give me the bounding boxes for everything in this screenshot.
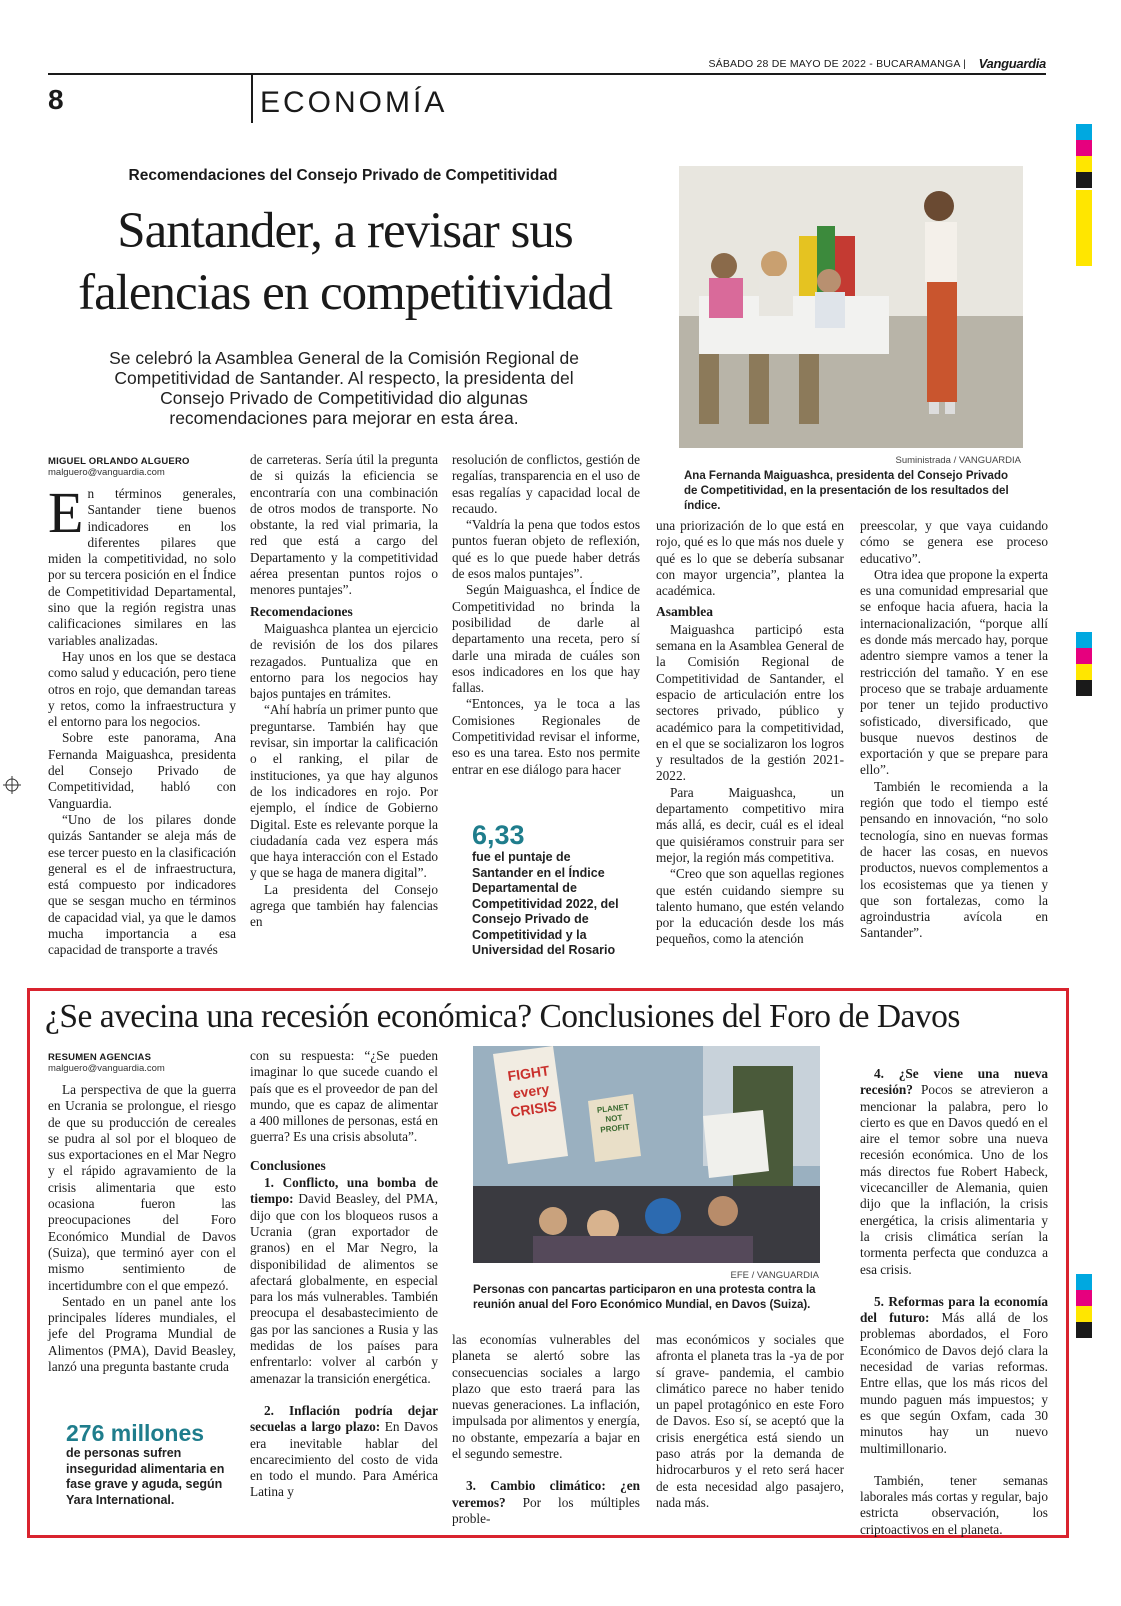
article1-column-2 xyxy=(250,452,438,931)
page-header xyxy=(48,56,1046,126)
stat-number: 6,33 xyxy=(472,820,525,850)
article1-dek: Se celebró la Asamblea General de la Comisión Regional de Competitividad de Santander. Al respecto, la presidenta del Consejo Privado de Competitividad dio algunas recomendaciones para mejorar en esta área. xyxy=(109,348,579,428)
paragraph: 4. ¿Se viene una nueva recesión? Pocos se atrevieron a mencionar la palabra, pero lo cierto es que en Davos quedó en el aire el temor sobre una nueva recesión económica. Uno de los más directos fue Robert Habeck, vicecanciller de Alemania, quien dijo que la inflación, la crisis energética, la crisis alimentaria y la crisis climática serían la tormenta perfecta que conduzca a esa crisis. xyxy=(860,1066,1048,1277)
paragraph: También, tener semanas laborales más cortas y regular, bajo estricta observación, los criptoactivos en el planeta. xyxy=(860,1472,1048,1537)
title-line-1: Santander, a revisar sus xyxy=(117,203,573,259)
cyan-swatch xyxy=(1076,1274,1092,1290)
article1-stat-box xyxy=(472,820,632,959)
registration-marks xyxy=(1076,124,1092,1444)
magenta-swatch xyxy=(1076,648,1092,664)
article1-title xyxy=(40,200,650,324)
section-divider xyxy=(251,75,253,123)
dropcap: E xyxy=(48,480,84,545)
byline-name: MIGUEL ORLANDO ALGUERO xyxy=(48,456,190,467)
article2-stat-box xyxy=(66,1420,226,1508)
cyan-swatch xyxy=(1076,124,1092,140)
byline-email: malguero@vanguardia.com xyxy=(48,1063,165,1074)
paragraph: resolución de conflictos, gestión de regalías, transparencia en el uso de esas regalías y capacidad local de recaudo. xyxy=(452,452,640,516)
stat-text: fue el puntaje de Santander en el Índice Departamental de Competitividad 2022, del Consejo Privado de Competitividad y la Universidad del Rosario xyxy=(472,850,619,957)
paragraph: Sentado en un panel ante los principales líderes mundiales, el jefe del Programa Mundial de Alimentos (PMA), David Beasley, lanzó una pregunta bastante cruda xyxy=(48,1293,236,1375)
paragraph: “Entonces, ya le toca a las Comisiones Regionales de Competitividad revisar el informe, eso es una tarea. Esto nos permite entrar en ese diálogo para hacer xyxy=(452,696,640,777)
paragraph: preescolar, y que vaya cuidando cómo se genera ese proceso educativo”. xyxy=(860,518,1048,566)
title-line-2: falencias en competitividad xyxy=(78,265,612,321)
paragraph: de carreteras. Sería útil la pregunta de si quizás la eficiencia se encontraría con una combinación de otros modos de transporte. No obstante, la red vial primaria, la red que está a cargo del Departamento y la competitividad aérea presentan puntos rojos o menores puntajes”. xyxy=(250,452,438,598)
article1-photo-caption: Ana Fernanda Maiguashca, presidenta del Consejo Privado de Competitividad, en la presentación de los resultados del índice. xyxy=(684,470,1009,512)
yellow-swatch xyxy=(1076,664,1092,680)
article2-column-5 xyxy=(860,1066,1048,1538)
paragraph: 2. Inflación podría dejar secuelas a largo plazo: En Davos era inevitable hablar del encarecimiento del costo de vida en todo el mundo. Para América Latina y xyxy=(250,1402,438,1500)
paragraph: 5. Reformas para la economía del futuro: Más allá de los problemas abordados, el Foro Económico de Davos dejó clara la necesidad de varias reformas. Entre ellas, que los más ricos del mundo paguen más impuestos; y es que según Oxfam, cada 30 minutos hay un nuevo multimillonario. xyxy=(860,1293,1048,1456)
protest-sign-2: PLANET NOT PROFIT xyxy=(596,1102,631,1135)
yellow-swatch xyxy=(1076,1306,1092,1322)
header-rule xyxy=(48,73,1046,75)
paragraph: Para Maiguashca, un departamento competitivo mira más allá, es decir, cuál es el ideal que quisiéramos construir para ser mejor, la región más competitiva. xyxy=(656,784,844,865)
article1-photo-credit: Suministrada / VANGUARDIA xyxy=(895,455,1021,466)
paragraph: mas económicos y sociales que afronta el planeta tras la -ya de por sí grave- pandemia, el cambio climático parece no haber tenido un papel protagónico en este Foro de Davos. Eso sí, se aceptó que la crisis energética está siendo un paso atrás por la demanda de hidrocarburos y el reto será hacer de esta necesidad algo pasajero, nada más. xyxy=(656,1332,844,1510)
article2-column-4 xyxy=(656,1332,844,1511)
paragraph: Según Maiguashca, el Índice de Competitividad no brinda la posibilidad de darle al departamento una receta, pero sí darle una mirada de cuáles son esos indicadores en los que hay fallas. xyxy=(452,582,640,696)
byline-name: RESUMEN AGENCIAS xyxy=(48,1052,152,1063)
paragraph: una priorización de lo que está en rojo, qué es lo que más nos duele y qué es lo que se debería subsanar con mayor urgencia”, plantea la académica. xyxy=(656,518,844,599)
paragraph: Maiguashca plantea un ejercicio de revisión de los dos pilares rezagados. Puntualiza que en entorno para los negocios hay bajos puntajes en trámites. xyxy=(250,620,438,702)
yellow-swatch xyxy=(1076,156,1092,172)
section-title: ECONOMÍA xyxy=(260,86,448,119)
article1-column-3 xyxy=(452,452,640,778)
paragraph: La perspectiva de que la guerra en Ucrania se prolongue, el riesgo de que su producción de cereales se pudra al sol por el bloqueo de sus exportaciones en el Mar Negro y el rápido agravamiento de la crisis alimentaria que esto ocasiona fueron las preocupaciones del Foro Económico Mundial de Davos (Suiza), que terminó ayer con el mismo sentimiento de incertidumbre con el que empezó. xyxy=(48,1082,236,1293)
article1-column-5 xyxy=(860,518,1048,942)
point-lead: 5. Reformas para la economía del futuro: xyxy=(860,1293,1048,1326)
paragraph: 1. Conflicto, una bomba de tiempo: David Beasley, del PMA, dijo que con los bloqueos rusos a Ucrania (gran exportador de granos) en el Mar Negro, la disponibilidad de alimentos se afectará globalmente, en especial para los más vulnerables. También preocupa el desabastecimiento de gas por las sanciones a Rusia y las medidas de los países para enfrentarlo: volver al carbón y amenazar la transición energética. xyxy=(250,1175,438,1386)
article2-column-1 xyxy=(48,1082,236,1375)
paragraph: También le recomienda a la región que todo el tiempo esté pensando en innovación, “no solo tecnología, sino en nuevas formas de hacer las cosas, en nuevos productos, nuevos complementos a los ecosistemas que ya tienen y que son fortalezas, como la agroindustria avícola en Santander”. xyxy=(860,778,1048,941)
paragraph: con su respuesta: “¿Se pueden imaginar lo que sucede cuando el país que es el proveedor de pan del mundo, que es capaz de alimentar a 400 millones de personas, está en guerra? Es una crisis absoluta”. xyxy=(250,1048,438,1145)
paragraph: La presidenta del Consejo agrega que también hay falencias en xyxy=(250,881,438,930)
paragraph: “Uno de los pilares donde quizás Santander se aleja más de ese tercer puesto en la clasificación general es el de infraestructura, está compuesto por indicadores que se sesgan mucho en términos de capacidad vial, ya que le damos mucha importancia a esa capacidad de transporte a través xyxy=(48,811,236,958)
point-lead: 4. ¿Se viene una nueva recesión? xyxy=(860,1066,1048,1098)
subheading: Conclusiones xyxy=(250,1157,326,1173)
byline-email: malguero@vanguardia.com xyxy=(48,467,165,478)
stat-text: de personas sufren inseguridad alimentaria en fase grave y aguda, según Yara International. xyxy=(66,1446,225,1507)
article2-column-3 xyxy=(452,1332,640,1527)
crosshair-icon xyxy=(3,776,21,794)
protest-sign-1: FIGHT every CRISIS xyxy=(506,1062,558,1120)
paragraph: En términos generales, Santander tiene buenos indicadores en los diferentes pilares que miden la competitividad, no solo por su tercera posición en el Índice de Competitividad Departamental, sino que la región registra unas calificaciones similares en las variables analizadas. xyxy=(48,480,236,648)
article2-photo xyxy=(473,1046,820,1263)
article1-column-1 xyxy=(48,480,236,959)
article2-photo-credit: EFE / VANGUARDIA xyxy=(730,1270,819,1281)
paragraph: Hay unos en los que se destaca como salud y educación, pero tiene otros en rojo, que demandan tareas y retos, como la infraestructura y el entorno para los negocios. xyxy=(48,648,236,730)
article1-photo xyxy=(679,166,1023,448)
article1-column-4 xyxy=(656,518,844,948)
article2-column-2 xyxy=(250,1048,438,1501)
point-lead: 3. Cambio climático: ¿en veremos? xyxy=(452,1478,640,1510)
cyan-swatch xyxy=(1076,632,1092,648)
stat-number: 276 millones xyxy=(66,1420,205,1446)
black-swatch xyxy=(1076,680,1092,696)
dateline: SÁBADO 28 DE MAYO DE 2022 - BUCARAMANGA | xyxy=(708,58,966,70)
paragraph: “Creo que son aquellas regiones que estén cuidando siempre su talento humano, que estén velando por la educación desde los más pequeños, como la atención xyxy=(656,866,844,947)
article1-kicker: Recomendaciones del Consejo Privado de Competitividad xyxy=(128,167,558,184)
paragraph: Maiguashca participó esta semana en la Asamblea General de la Comisión Regional de Competitividad de Santander, el espacio de articulación entre los sectores privado, público y académico para la competitividad, en el que se socializaron los logros y resultados de la gestión 2021-2022. xyxy=(656,621,844,784)
magenta-swatch xyxy=(1076,1290,1092,1306)
point-lead: 2. Inflación podría dejar secuelas a largo plazo: xyxy=(250,1402,438,1435)
article2-byline xyxy=(48,1052,240,1080)
paragraph: “Valdría la pena que todos estos puntos fueran objeto de reflexión, qué es lo que puede haber detrás de esos malos puntajes”. xyxy=(452,517,640,582)
yellow-strip xyxy=(1076,190,1092,266)
point-lead: 1. Conflicto, una bomba de tiempo: xyxy=(250,1175,438,1207)
subheading: Recomendaciones xyxy=(250,603,353,619)
black-swatch xyxy=(1076,1322,1092,1338)
paragraph: “Ahí habría un primer punto que preguntarse. También hay que revisar, sin importar la calificación o el ranking, el pilar de instituciones, ya que hay algunos de los indicadores en rojo. Por ejemplo, el índice de Gobierno Digital. Este es relevante porque la ciudadanía cada vez espera más que haya interacción con el Estado y que se haga de manera digital”. xyxy=(250,702,438,881)
paragraph: Otra idea que propone la experta es una comunidad empresarial que se enfoque hacia afuera, hacia la internacionalización, “porque allí es donde más mercado hay, porque adentro siempre vamos a tener la restricción del tamaño. Y en ese proceso que se trabaje arduamente por tener un tejido productivo sofisticado, diversificado, que busque nuevos destinos de exportación y que se prepare para ello”. xyxy=(860,566,1048,778)
subheading: Asamblea xyxy=(656,604,713,620)
paragraph: 3. Cambio climático: ¿en veremos? Por los múltiples proble- xyxy=(452,1478,640,1526)
black-swatch xyxy=(1076,172,1092,188)
article2-title: ¿Se avecina una recesión económica? Conclusiones del Foro de Davos xyxy=(45,998,960,1035)
page-number: 8 xyxy=(48,84,64,115)
paragraph: Sobre este panorama, Ana Fernanda Maiguashca, presidenta del Consejo Privado de Competitividad, habló con Vanguardia. xyxy=(48,730,236,811)
magenta-swatch xyxy=(1076,140,1092,156)
article2-photo-caption: Personas con pancartas participaron en una protesta contra la reunión anual del Foro Económico Mundial, en Davos (Suiza). xyxy=(473,1284,816,1311)
brand-logo: Vanguardia xyxy=(978,56,1046,71)
paragraph: las economías vulnerables del planeta se alertó sobre las consecuencias sociales a largo plazo que esto traerá para las nuevas generaciones. La inflación, impulsada por alimentos y energía, no obstante, empezaría a bajar en el segundo semestre. xyxy=(452,1332,640,1462)
